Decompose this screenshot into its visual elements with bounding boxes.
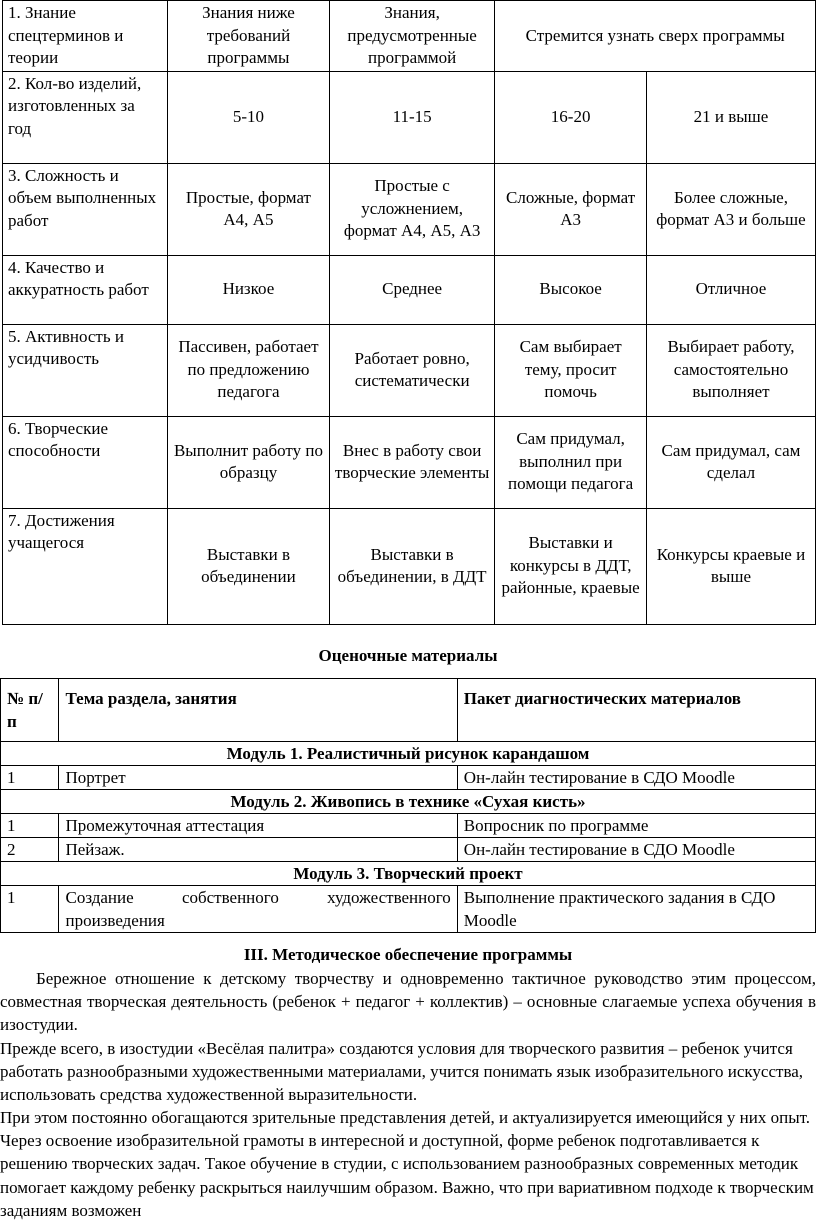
criteria-row [3, 508, 816, 624]
row-number: 1 [1, 886, 59, 933]
criteria-row [3, 255, 816, 324]
criteria-cell: Внес в работу свои творческие элементы [329, 416, 494, 508]
criteria-row [3, 416, 816, 508]
criteria-cell: Отличное [646, 255, 815, 324]
column-header-materials: Пакет диагностических материалов [457, 679, 815, 742]
row-number: 1 [1, 766, 59, 790]
criteria-table [2, 0, 816, 625]
criteria-cell: Простые с усложнением, формат А4, А5, А3 [329, 163, 494, 255]
criteria-cell: Сам придумал, выполнил при помощи педагога [495, 416, 647, 508]
criteria-cell: 5-10 [168, 71, 330, 163]
criteria-cell: Низкое [168, 255, 330, 324]
criteria-cell: 21 и выше [646, 71, 815, 163]
materials-table [0, 678, 816, 933]
criteria-cell: Выбирает работу, самостоятельно выполняет [646, 324, 815, 416]
table-row [1, 814, 816, 838]
section-heading-methodical: III. Методическое обеспечение программы [243, 945, 573, 964]
criteria-cell: Более сложные, формат А3 и больше [646, 163, 815, 255]
criteria-cell: Стремится узнать сверх программы [495, 1, 816, 72]
module-title: Модуль 1. Реалистичный рисунок карандашом [1, 742, 816, 766]
criteria-cell: Сложные, формат А3 [495, 163, 647, 255]
criteria-row [3, 71, 816, 163]
table-row [1, 838, 816, 862]
module-row [1, 742, 816, 766]
row-topic: Пейзаж. [59, 838, 457, 862]
paragraph-3: При этом постоянно обогащаются зрительные представления детей, и актуализируется имеющийся у них опыт. Через освоение изобразительной грамоты в интересной и доступной, форме ребенок подготавливается к решению творческих задач. Такое обучение в студии, с использованием разнообразных современных методик помогает каждому ребенку раскрыться наилучшим образом. Важно, что при вариативном подходе к творческим заданиям возможен [0, 1108, 814, 1220]
criteria-cell: Знания, предусмотренные программой [329, 1, 494, 72]
criteria-label: 7. Достижения учащегося [3, 508, 168, 624]
row-topic: Промежуточная аттестация [59, 814, 457, 838]
row-topic: Создание собственного художественного произведения [59, 886, 457, 933]
criteria-cell: Выполнит работу по образцу [168, 416, 330, 508]
criteria-cell: Пассивен, работает по предложению педагога [168, 324, 330, 416]
criteria-row [3, 324, 816, 416]
paragraph-2: Прежде всего, в изостудии «Весёлая палитра» создаются условия для творческого развития – ребенок учится работать разнообразными художественными материалами, учится понимать язык изобразительного искусства, использовать средства художественной выразительности. [0, 1039, 804, 1105]
criteria-label: 1. Знание спецтерминов и теории [3, 1, 168, 72]
criteria-cell: Знания ниже требований программы [168, 1, 330, 72]
criteria-label: 6. Творческие способности [3, 416, 168, 508]
criteria-cell: 11-15 [329, 71, 494, 163]
criteria-label: 3. Сложность и объем выполненных работ [3, 163, 168, 255]
criteria-cell: Высокое [495, 255, 647, 324]
criteria-cell: Сам выбирает тему, просит помочь [495, 324, 647, 416]
criteria-row [3, 1, 816, 72]
criteria-cell: Выставки в объединении [168, 508, 330, 624]
criteria-label: 4. Качество и аккуратность работ [3, 255, 168, 324]
module-row [1, 790, 816, 814]
module-title: Модуль 2. Живопись в технике «Сухая кисть» [1, 790, 816, 814]
module-row [1, 862, 816, 886]
criteria-row [3, 163, 816, 255]
criteria-cell: Конкурсы краевые и выше [646, 508, 815, 624]
criteria-cell: Работает ровно, систематически [329, 324, 494, 416]
criteria-cell: Среднее [329, 255, 494, 324]
row-number: 1 [1, 814, 59, 838]
table-row [1, 886, 816, 933]
row-materials: Вопросник по программе [457, 814, 815, 838]
module-title: Модуль 3. Творческий проект [1, 862, 816, 886]
materials-header-row [1, 679, 816, 742]
row-materials: Он-лайн тестирование в СДО Moodle [457, 838, 815, 862]
paragraph-1: Бережное отношение к детскому творчеству и одновременно тактичное руководство этим процессом, совместная творческая деятельность (ребенок + педагог + коллектив) – основные слагаемые успеха обучения в изостудии. [0, 969, 816, 1035]
criteria-cell: Простые, формат А4, А5 [168, 163, 330, 255]
row-materials: Выполнение практического задания в СДО Moodle [457, 886, 815, 933]
criteria-label: 5. Активность и усидчивость [3, 324, 168, 416]
row-topic: Портрет [59, 766, 457, 790]
row-materials: Он-лайн тестирование в СДО Moodle [457, 766, 815, 790]
section-heading-materials: Оценочные материалы [318, 646, 498, 665]
table-row [1, 766, 816, 790]
column-header-topic: Тема раздела, занятия [59, 679, 457, 742]
criteria-cell: Выставки в объединении, в ДДТ [329, 508, 494, 624]
criteria-cell: Сам придумал, сам сделал [646, 416, 815, 508]
criteria-cell: 16-20 [495, 71, 647, 163]
column-header-number: № п/п [1, 679, 59, 742]
row-number: 2 [1, 838, 59, 862]
criteria-cell: Выставки и конкурсы в ДДТ, районные, краевые [495, 508, 647, 624]
criteria-label: 2. Кол-во изделий, изготовленных за год [3, 71, 168, 163]
